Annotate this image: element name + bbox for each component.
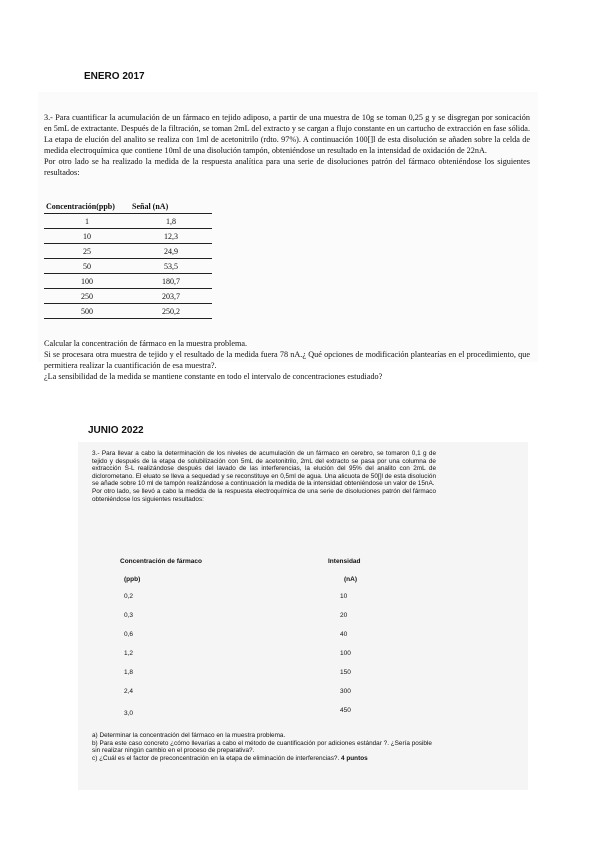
section-1-data-table [44,199,212,319]
table-cell: 10 [340,593,348,600]
table-row [44,214,212,229]
table-cell: 0,6 [124,631,134,638]
question-line: a) Determinar la concentración del fármaco en la muestra problema. [92,732,286,739]
question-line: ¿La sensibilidad de la medida se mantiene constante en todo el intervalo de concentraciones estudiado? [44,372,383,382]
question-line: Si se procesara otra muestra de tejido y el resultado de la medida fuera 78 nA.¿ Qué opciones de modificación plantearías en el procedimiento, que permitiera realizar la cuantificación de esa muestra?. [44,350,530,371]
section-1-statement [44,112,530,179]
question-text: c) ¿Cuál es el factor de preconcentración en la etapa de eliminación de interferencias?. [92,754,340,762]
table-cell: 250,2 [130,304,212,319]
table-cell: 203,7 [130,289,212,304]
table-cell: 180,7 [130,274,212,289]
section-1-paragraph: 3.- Para cuantificar la acumulación de un fármaco en tejido adiposo, a partir de una muestra de 10g se toman 0,25 g y se disgregan por sonicación en 5mL de extractante. Después de la filtración, se toman 2mL del extracto y se cargan a flujo constante en un cartucho de extracción en fase sólida. La etapa de elución del analito se realiza con 1ml de acetonitrilo (rdto. 97%). A continuación 100[]l de esta disolución se añaden sobre la celda de medida electroquímica que contiene 10ml de una disolución tampón, obteniéndose un resultado en la intensidad de oxidación de 22nA. [44,113,530,156]
table-row [44,304,212,319]
section-1-heading: ENERO 2017 [84,71,145,82]
table-cell: 150 [340,669,351,676]
table-cell: 3,0 [124,710,134,717]
column-unit-intensity: (nA) [344,576,357,583]
section-2-statement [92,450,436,503]
table-cell: 0,2 [124,593,134,600]
table-cell: 1,8 [124,669,134,676]
column-header-signal: Señal (nA) [130,199,212,214]
table-cell: 300 [340,688,351,695]
column-unit-concentration: (ppb) [124,576,141,583]
question-line [92,755,436,763]
table-cell: 1,8 [130,214,212,229]
table-cell: 2,4 [124,688,134,695]
section-2-paragraph: Por otro lado, se llevó a cabo la medida de la respuesta electroquímica de una serie de disoluciones patrón del fármaco obteniéndose los siguientes resultados: [92,487,436,503]
table-row [44,259,212,274]
section-1-paragraph: Por otro lado se ha realizado la medida de la respuesta analítica para una serie de disoluciones patrón del fármaco obteniéndose los siguientes resultados: [44,157,530,178]
table-cell: 40 [340,631,348,638]
question-line: Calcular la concentración de fármaco en la muestra problema. [44,339,247,348]
table-cell: 100 [340,650,351,657]
table-cell: 1 [44,214,130,229]
table-cell: 500 [44,304,130,319]
table-row [44,274,212,289]
section-2-paragraph: 3.- Para llevar a cabo la determinación de los niveles de acumulación de un fármaco en cerebro, se tomaron 0,1 g de tejido y después de la etapa de solubilización con 5mL de acetonitrilo, 2mL del extracto se pasa por una columna de extracción S-L realizándose después del lavado de las interferencias, la elución del 95% del analito con 2mL de diclorometano. El eluato se lleva a sequedad y se reconstituye en 0,5ml de agua. Una alicuota de 50[]l de esta disolución se añade sobre 10 ml de tampón realizándose a continuación la medida de la intensidad obteniéndose un valor de 15nA. [92,450,436,488]
table-cell: 10 [44,229,130,244]
section-2-heading: JUNIO 2022 [88,425,144,436]
table-cell: 24,9 [130,244,212,259]
table-header-row [44,199,212,214]
table-cell: 50 [44,259,130,274]
question-line: b) Para este caso concreto ¿cómo llevarías a cabo el método de cuantificación por adiciones estándar ?. ¿Sería posible sin realizar ningún cambio en el proceso de preparativa?. [92,739,432,755]
table-cell: 250 [44,289,130,304]
table-cell: 25 [44,244,130,259]
points-label: 4 puntos [341,754,368,762]
column-header-concentration: Concentración de fármaco [120,558,202,565]
table-cell: 12,3 [130,229,212,244]
table-row [44,244,212,259]
table-cell: 53,5 [130,259,212,274]
column-header-concentration: Concentración(ppb) [44,199,130,214]
table-row [44,229,212,244]
table-cell: 450 [340,707,351,714]
table-cell: 20 [340,612,348,619]
section-2-questions [92,732,436,762]
section-1-questions [44,338,530,382]
column-header-intensity: Intensidad [328,558,361,565]
table-row [44,289,212,304]
table-cell: 1,2 [124,650,134,657]
table-cell: 100 [44,274,130,289]
table-cell: 0,3 [124,612,134,619]
